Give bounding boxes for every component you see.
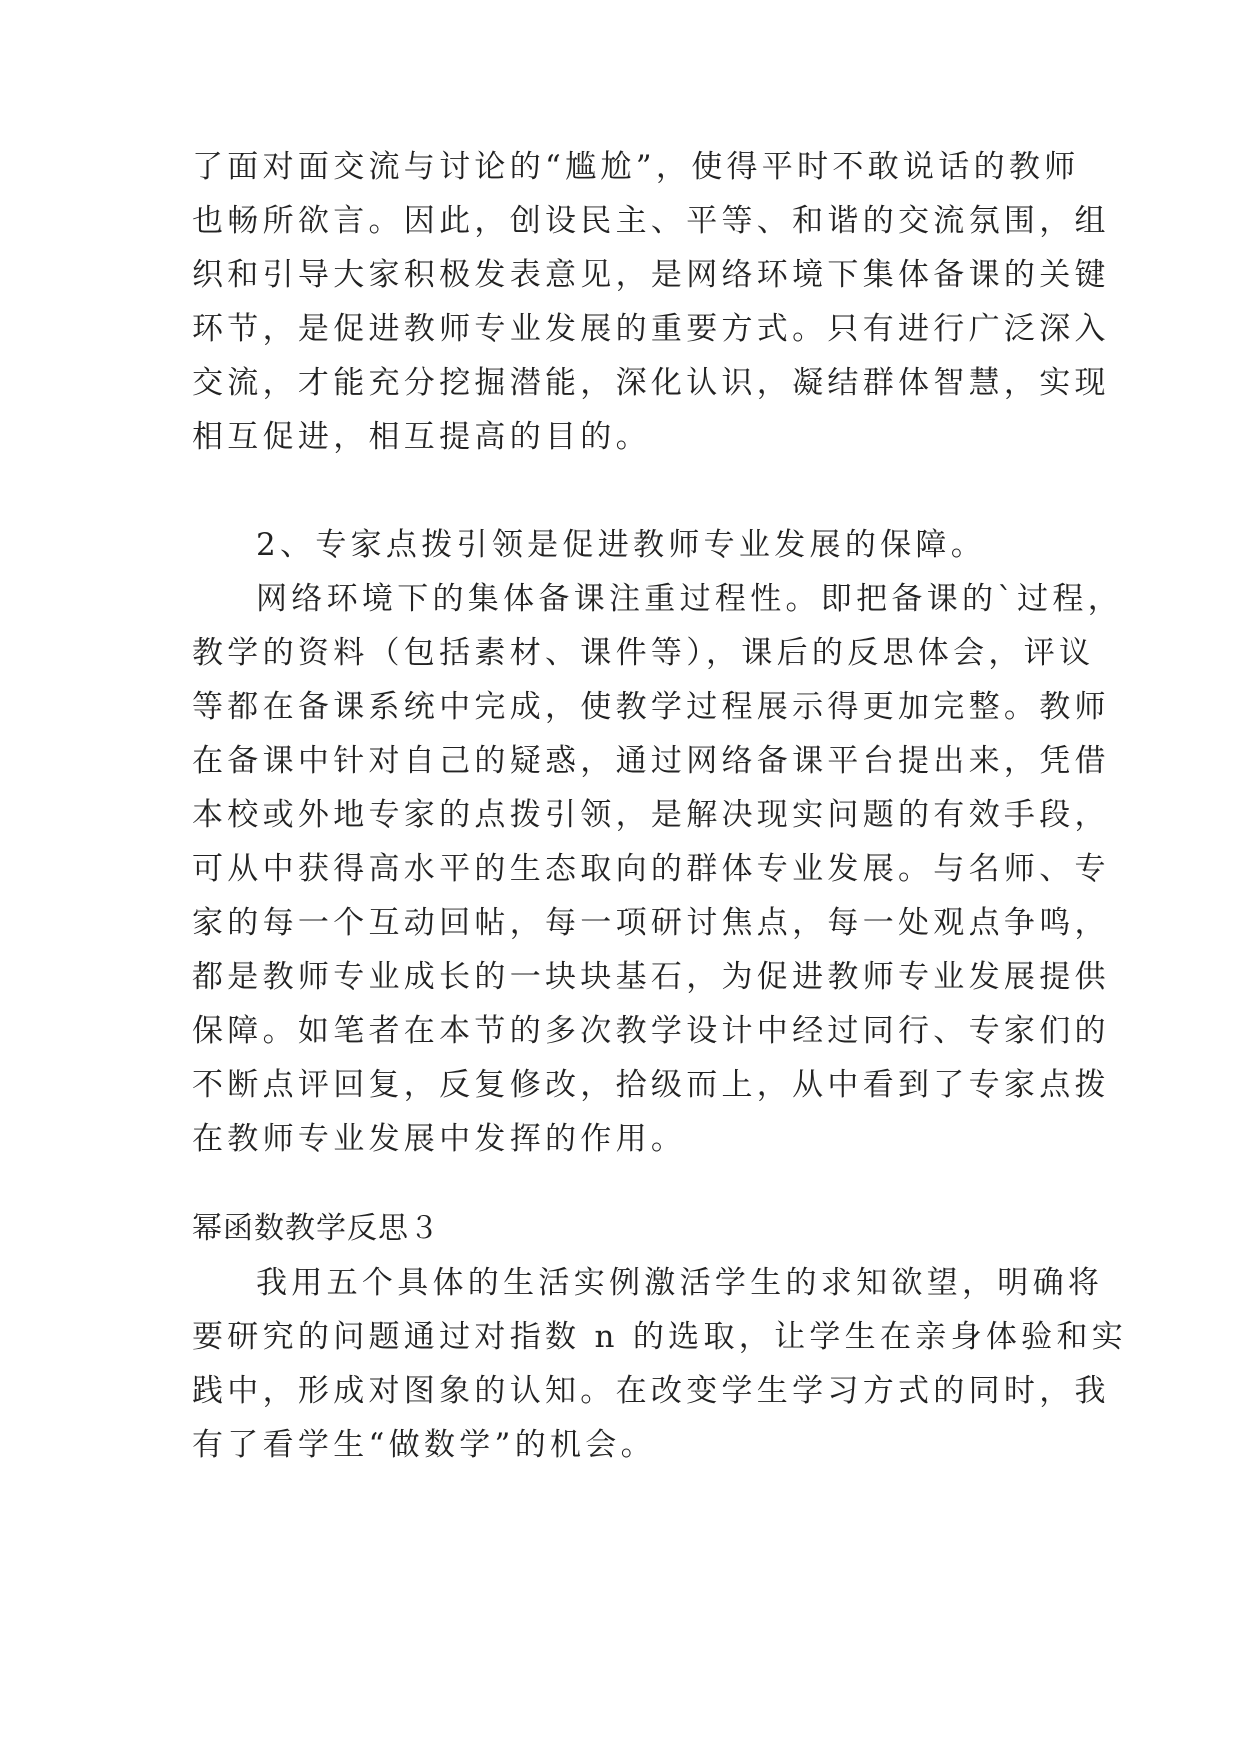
paragraph-line: 教学的资料（包括素材、课件等），课后的反思体会，评议 [192,635,1095,671]
paragraph-line: 也畅所欲言。因此，创设民主、平等、和谐的交流氛围，组 [192,203,1110,239]
point-title-text: 2、专家点拨引领是促进教师专业发展的保障。 [256,527,987,563]
paragraph-line: 可从中获得高水平的生态取向的群体专业发展。与名师、专 [192,851,1110,887]
paragraph-line: 本校或外地专家的点拨引领，是解决现实问题的有效手段， [192,797,1110,833]
paragraph-line: 我用五个具体的生活实例激活学生的求知欲望，明确将 [256,1265,1104,1301]
paragraph-line: 了面对面交流与讨论的“尴尬”，使得平时不敢说话的教师 [192,149,1080,185]
paragraph-line: 不断点评回复，反复修改，拾级而上，从中看到了专家点拨 [192,1067,1110,1103]
paragraph-line: 等都在备课系统中完成，使教学过程展示得更加完整。教师 [192,689,1110,725]
paragraph-line: 家的每一个互动回帖，每一项研讨焦点，每一处观点争鸣， [192,905,1110,941]
paragraph-line: 织和引导大家积极发表意见，是网络环境下集体备课的关键 [192,257,1110,293]
paragraph-line: 网络环境下的集体备课注重过程性。即把备课的`过程， [256,581,1123,617]
paragraph-line: 有了看学生“做数学”的机会。 [192,1427,656,1463]
paragraph-line: 要研究的问题通过对指数 n 的选取，让学生在亲身体验和实 [192,1319,1128,1355]
paragraph-line: 都是教师专业成长的一块块基石，为促进教师专业发展提供 [192,959,1110,995]
paragraph-line: 相互促进，相互提高的目的。 [192,419,651,455]
section-heading: 幂函数教学反思３ [192,1211,440,1246]
paragraph-line: 保障。如笔者在本节的多次教学设计中经过同行、专家们的 [192,1013,1110,1049]
paragraph-line: 在备课中针对自己的疑惑，通过网络备课平台提出来，凭借 [192,743,1110,779]
paragraph-line: 环节，是促进教师专业发展的重要方式。只有进行广泛深入 [192,311,1110,347]
paragraph-line: 在教师专业发展中发挥的作用。 [192,1121,687,1157]
paragraph-line: 交流，才能充分挖掘潜能，深化认识，凝结群体智慧，实现 [192,365,1110,401]
paragraph-line: 践中，形成对图象的认知。在改变学生学习方式的同时，我 [192,1373,1110,1409]
